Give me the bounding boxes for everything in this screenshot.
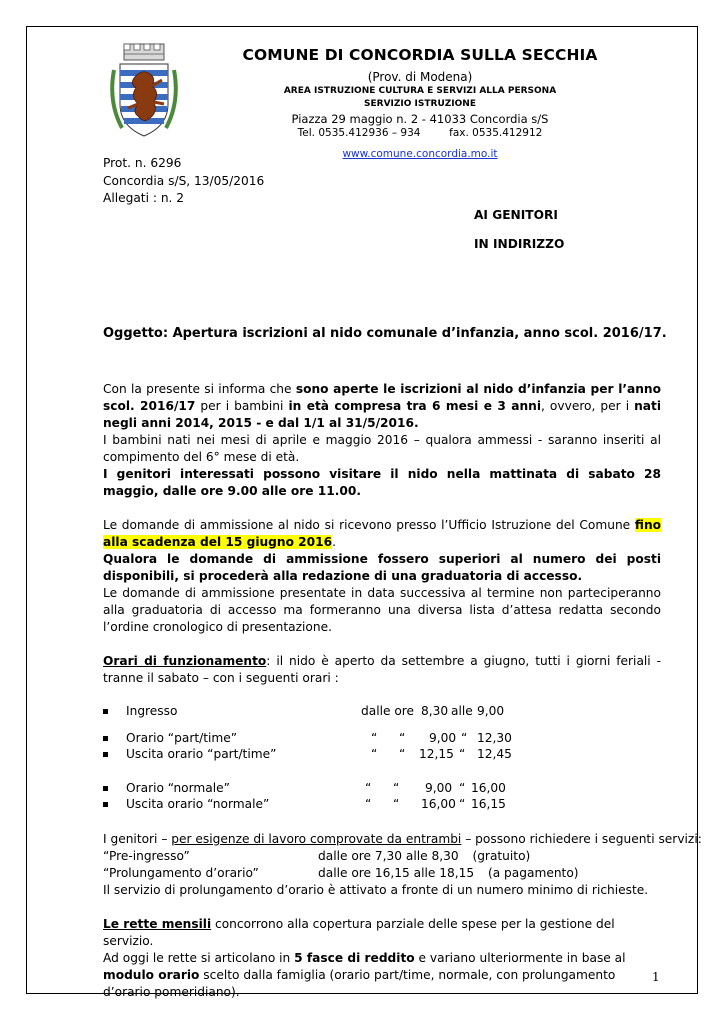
schedule-to: 16,00 [471,781,506,795]
website-link[interactable]: www.comune.concordia.mo.it [342,148,498,160]
place-date: Concordia s/S, 13/05/2016 [103,174,265,188]
schedule-col-3: “ [461,731,468,745]
schedule-col-1: “ [371,747,378,761]
schedule-col-2: “ [393,781,400,795]
p1-part-a: Con la presente si informa che [103,382,296,396]
schedule-label: Ingresso [126,704,178,718]
attachments: Allegati : n. 2 [103,191,185,205]
paragraph-april-may: I bambini nati nei mesi di aprile e maggio 2016 – qualora ammessi - saranno inseriti al compimento del 6° mese di età. [103,433,661,464]
schedule-col-1: “ [365,797,372,811]
service-hours [318,848,530,865]
schedule-label: Uscita orario “part/time” [126,747,277,761]
schedule-from: 12,15 [419,747,454,761]
paragraph-applications [103,517,661,636]
schedule-label: Orario “normale” [126,781,230,795]
schedule-from: 9,00 [425,781,453,795]
schedule-col-2: “ [399,747,406,761]
p1-part-d: in età compresa tra 6 mesi e 3 anni [288,399,542,413]
schedule-label: Uscita orario “normale” [126,797,270,811]
service-note: (a pagamento) [487,866,579,880]
bullet-icon [103,709,108,714]
fees-text-c: Ad oggi le rette si articolano in [103,951,295,965]
fees-text-f: modulo orario [103,968,200,982]
schedule-label: Orario “part/time” [126,731,238,745]
opening-hours-heading: Orari di funzionamento [103,654,267,668]
phone-number: Tel. 0535.412936 – 934 [297,127,421,139]
fees-text-d: 5 fasce di reddito [294,951,415,965]
schedule-col-2: “ [399,731,406,745]
p1-part-e: , ovvero, per i [541,399,635,413]
schedule-to: 16,15 [471,797,506,811]
fees-heading: Le rette mensili [103,917,212,931]
services-intro [103,831,702,848]
schedule-col-3: “ [459,781,466,795]
service-name: “Pre-ingresso” [103,849,190,863]
province: (Prov. di Modena) [367,70,473,84]
services-intro-a: I genitori – [103,832,172,846]
fax-number: fax. 0535.412912 [449,127,543,139]
schedule-col-3: “ [459,747,466,761]
recipient-line-2: IN INDIRIZZO [474,237,565,251]
paragraph-visit: I genitori interessati possono visitare il nido nella mattinata di sabato 28 maggio, dalle ore 9.00 alle ore 11.00. [103,467,661,498]
services-intro-b: per esigenze di lavoro comprovate da entrambi [171,832,462,846]
paragraph-late-applications: Le domande di ammissione presentate in data successiva al termine non parteciperanno alla graduatoria di accesso ma formeranno una diversa lista d’attesa redatta secondo l’ordine cronologico di presentazione. [103,586,661,634]
p1-part-b: sono aperte le iscrizioni al nido d’infanzia per l’anno scol. 2016/17 [103,382,661,413]
schedule-col-3: alle [451,704,473,718]
schedule-from: 8,30 [421,704,449,718]
service-hours [318,865,579,882]
department-area: AREA ISTRUZIONE CULTURA E SERVIZI ALLA PERSONA [283,86,557,96]
paragraph-fees [103,916,661,1001]
opening-hours-text: : il nido è aperto da settembre a giugno, tutti i giorni feriali - tranne il sabato – con i seguenti orari : [103,654,661,685]
p1-part-f: nati negli anni 2014, 2015 - e dal 1/1 al 31/5/2016. [103,399,662,430]
protocol-number: Prot. n. 6296 [103,156,182,170]
service-hours-text: dalle ore 7,30 alle 8,30 [318,849,459,863]
fees-text-g: scelto dalla famiglia (orario part/time, normale, con prolungamento d’orario pomeridiano). [103,968,616,999]
page-number: 1 [652,970,660,984]
service-item [103,848,190,865]
department-service: SERVIZIO ISTRUZIONE [364,99,476,109]
p4-part-a: Le domande di ammissione al nido si ricevono presso l’Ufficio Istruzione del Comune [103,518,635,532]
p1-part-c: per i bambini [195,399,289,413]
p4-part-c: . [332,535,336,549]
services-intro-c: – possono richiedere i seguenti servizi: [461,832,702,846]
deadline-highlight: fino alla scadenza del 15 giugno 2016 [103,518,661,549]
schedule-col-1: “ [365,781,372,795]
bullet-icon [103,786,108,791]
fees-text-b: concorrono alla copertura parziale delle spese per la gestione del servizio. [103,917,615,948]
paragraph-opening-hours [103,653,661,687]
recipient-line-1: AI GENITORI [474,208,558,222]
schedule-from: 9,00 [429,731,457,745]
paragraph-ranking: Qualora le domande di ammissione fossero superiori al numero dei posti disponibili, si procederà alla redazione di una graduatoria di accesso. [103,552,661,583]
schedule-col-1: “ [371,731,378,745]
service-name: “Prolungamento d’orario” [103,866,259,880]
schedule-col-2: “ [393,797,400,811]
schedule-to: 12,30 [477,731,512,745]
contact-line [160,127,680,139]
schedule-col-3: “ [459,797,466,811]
services-note: Il servizio di prolungamento d’orario è attivato a fronte di un numero minimo di richieste. [103,883,649,897]
service-note: (gratuito) [472,849,531,863]
service-hours-text: dalle ore 16,15 alle 18,15 [318,866,475,880]
bullet-icon [103,752,108,757]
subject: Oggetto: Apertura iscrizioni al nido comunale d’infanzia, anno scol. 2016/17. [103,326,667,341]
schedule-to: 9,00 [477,704,505,718]
schedule-to: 12,45 [477,747,512,761]
bullet-icon [103,802,108,807]
municipality-name: COMUNE DI CONCORDIA SULLA SECCHIA [242,46,598,64]
address: Piazza 29 maggio n. 2 - 41033 Concordia s/S [291,112,549,126]
schedule-from: 16,00 [421,797,456,811]
paragraph-enrollment-open [103,381,661,500]
schedule-col-1: dalle ore [361,704,415,718]
fees-text-e: e variano ulteriormente in base al [414,951,626,965]
bullet-icon [103,736,108,741]
service-item [103,865,259,882]
website-row [160,142,680,161]
